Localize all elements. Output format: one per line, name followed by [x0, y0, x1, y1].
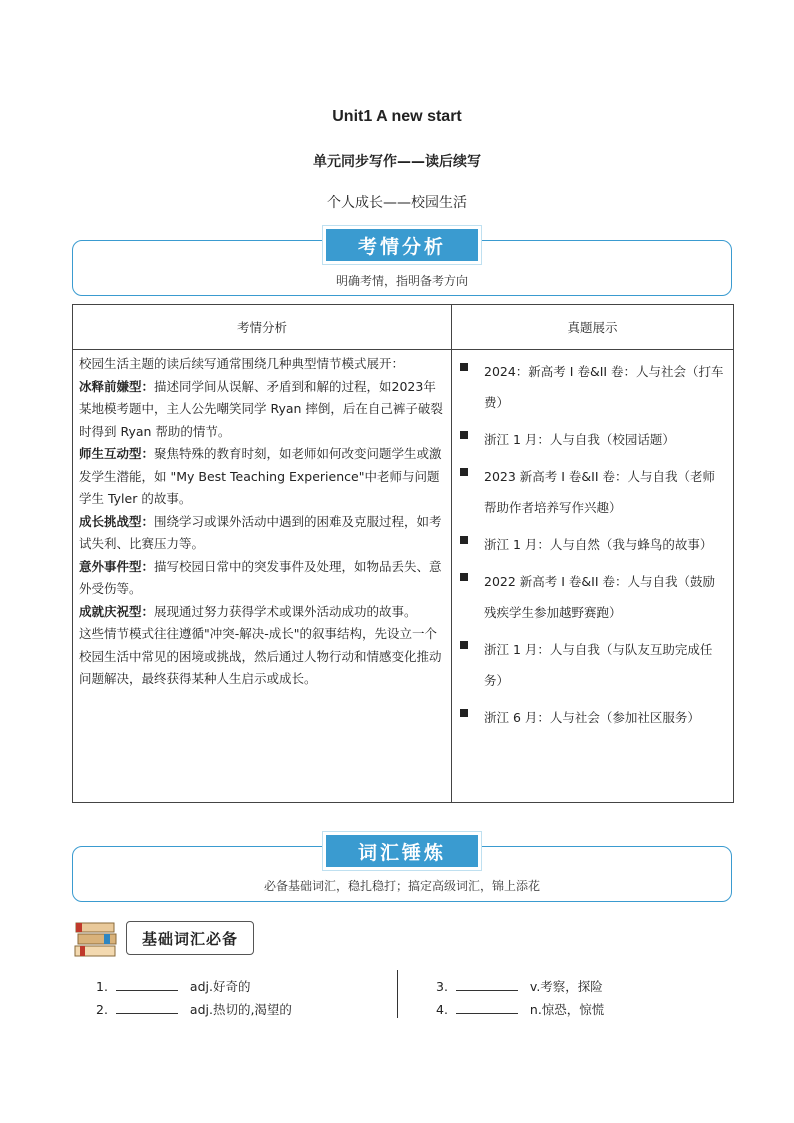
analysis-section-tab: 考情分析 — [326, 229, 478, 261]
analysis-paragraph — [79, 376, 445, 444]
column-divider — [397, 970, 398, 1018]
exam-list-item — [460, 461, 725, 523]
vocab-section-tab: 词汇锤炼 — [326, 835, 478, 867]
vocab-item-1 — [96, 977, 250, 995]
document-title: Unit1 A new start — [332, 108, 462, 125]
paragraph-text: 描述同学间从误解、矛盾到和解的过程，如2023年某地模考题中，主人公先嘲笑同学 Ryan 摔倒，后在自己裤子破裂时得到 Ryan 帮助的情节。 — [79, 378, 443, 439]
vocab-definition: adj.热切的,渴望的 — [189, 1002, 292, 1017]
analysis-paragraph — [79, 601, 445, 624]
plot-type-label: 成长挑战型： — [79, 513, 155, 529]
exam-list-item — [460, 424, 725, 455]
vocab-number: 2. — [96, 1002, 108, 1017]
vocab-definition: adj.好奇的 — [189, 979, 251, 994]
square-bullet-icon — [460, 431, 468, 439]
analysis-section-note: 明确考情，指明备考方向 — [335, 274, 468, 288]
plot-type-label: 冰释前嫌型： — [79, 378, 155, 394]
table-header-exams: 真题展示 — [452, 305, 734, 350]
exam-list-item — [460, 356, 725, 418]
exam-item-text: 浙江 1 月：人与自然（我与蜂鸟的故事） — [484, 537, 713, 552]
table-header-analysis: 考情分析 — [73, 305, 452, 350]
analysis-table — [72, 304, 734, 803]
vocab-item-2 — [96, 1000, 292, 1018]
exam-item-text: 浙江 1 月：人与自我（与队友互助完成任务） — [484, 642, 713, 688]
analysis-paragraph — [79, 511, 445, 556]
exam-list-cell — [452, 350, 734, 803]
paragraph-text: 展现通过努力获得学术或课外活动成功的故事。 — [154, 603, 417, 619]
exam-item-text: 2022 新高考 I 卷&II 卷：人与自我（鼓励残疾学生参加越野赛跑） — [484, 574, 716, 620]
exam-list-item — [460, 529, 725, 560]
square-bullet-icon — [460, 709, 468, 717]
square-bullet-icon — [460, 363, 468, 371]
exam-list-item — [460, 702, 725, 733]
document-subtitle: 单元同步写作——读后续写 — [313, 154, 481, 170]
vocab-section-note: 必备基础词汇，稳扎稳打；搞定高级词汇，锦上添花 — [263, 879, 540, 893]
exam-list-item — [460, 634, 725, 696]
exam-item-text: 浙江 6 月：人与社会（参加社区服务） — [484, 710, 700, 725]
analysis-paragraph — [79, 443, 445, 511]
exam-item-text: 浙江 1 月：人与自我（校园话题） — [484, 432, 675, 447]
vocab-number: 4. — [436, 1002, 448, 1017]
plot-type-label: 成就庆祝型： — [79, 603, 155, 619]
plot-type-label: 师生互动型： — [79, 446, 155, 461]
vocab-number: 1. — [96, 979, 108, 994]
exam-list-item — [460, 566, 725, 628]
vocab-definition: v.考察，探险 — [529, 979, 603, 994]
answer-blank[interactable] — [456, 1001, 518, 1014]
analysis-paragraph — [79, 623, 445, 691]
analysis-paragraph — [79, 556, 445, 601]
paragraph-text: 聚焦特殊的教育时刻，如老师如何改变问题学生或激发学生潜能，如 "My Best Teaching Experience"中老师与问题学生 Tyler 的故事。 — [79, 446, 442, 506]
square-bullet-icon — [460, 573, 468, 581]
books-icon — [74, 919, 120, 959]
paragraph-text: 校园生活主题的读后续写通常围绕几种典型情节模式展开： — [79, 356, 405, 371]
exam-item-text: 2023 新高考 I 卷&II 卷：人与自我（老师帮助作者培养写作兴趣） — [484, 469, 716, 515]
paragraph-text: 这些情节模式往往遵循"冲突-解决-成长"的叙事结构，先设立一个校园生活中常见的困境或挑战，然后通过人物行动和情感变化推动问题解决，最终获得某种人生启示或成长。 — [79, 626, 442, 686]
vocab-item-3 — [436, 977, 603, 995]
analysis-paragraph — [79, 353, 445, 376]
square-bullet-icon — [460, 641, 468, 649]
answer-blank[interactable] — [456, 978, 518, 991]
vocab-definition: n.惊恐，惊慌 — [529, 1002, 605, 1017]
topic-heading: 个人成长——校园生活 — [327, 195, 467, 211]
paragraph-text: 围绕学习或课外活动中遇到的困难及克服过程，如考试失利、比赛压力等。 — [79, 513, 442, 551]
paragraph-text: 描写校园日常中的突发事件及处理，如物品丢失、意外受伤等。 — [79, 558, 442, 596]
square-bullet-icon — [460, 536, 468, 544]
answer-blank[interactable] — [116, 1001, 178, 1014]
answer-blank[interactable] — [116, 978, 178, 991]
analysis-cell — [73, 350, 452, 803]
vocab-item-4 — [436, 1000, 604, 1018]
exam-item-text: 2024：新高考 I 卷&II 卷：人与社会（打车费） — [484, 364, 724, 410]
square-bullet-icon — [460, 468, 468, 476]
vocab-badge: 基础词汇必备 — [126, 921, 254, 955]
plot-type-label: 意外事件型： — [79, 558, 155, 574]
vocab-number: 3. — [436, 979, 448, 994]
